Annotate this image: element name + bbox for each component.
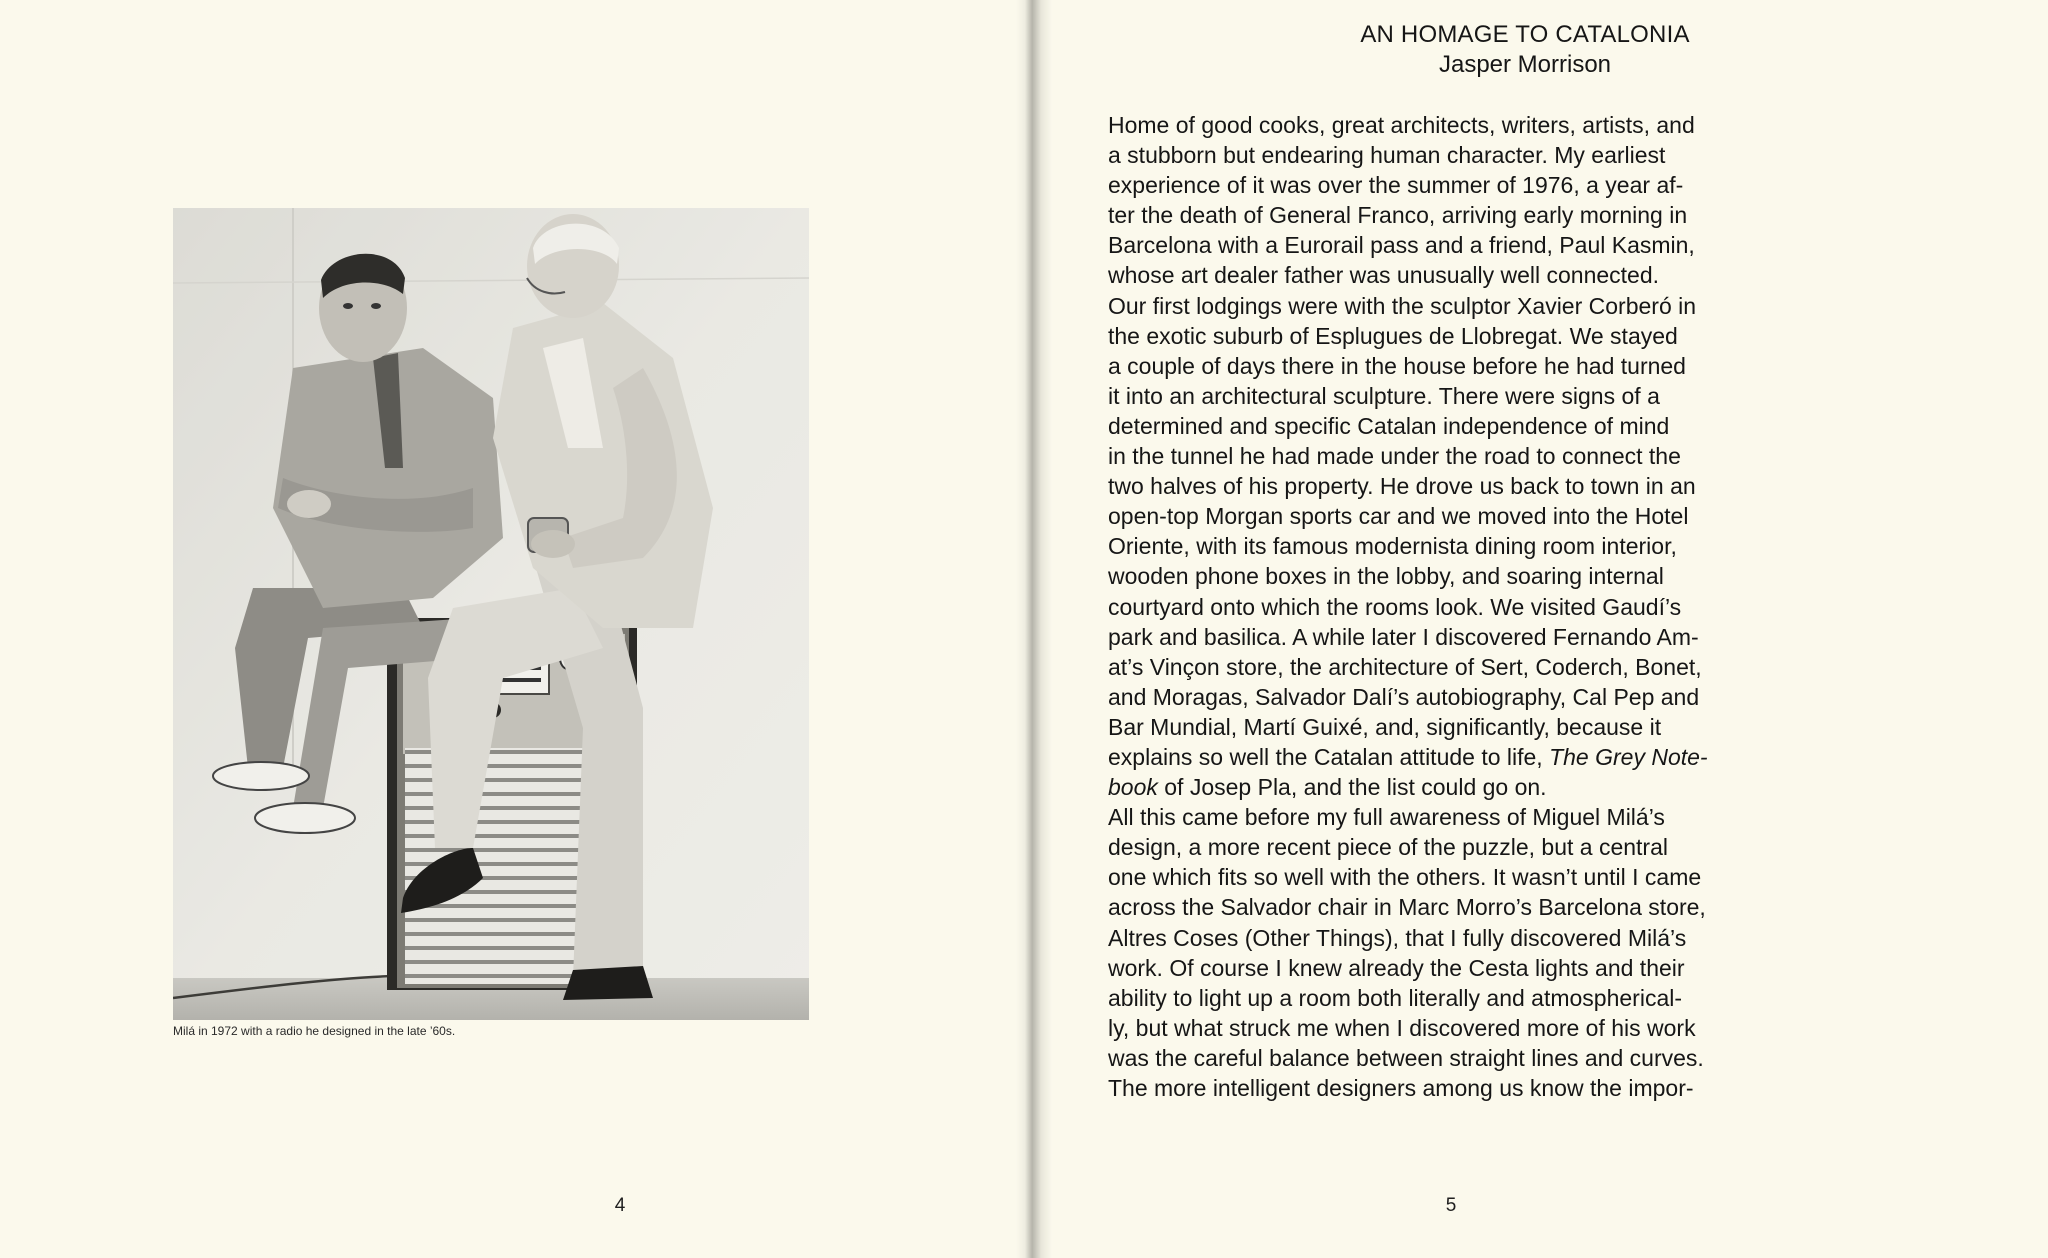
article-author: Jasper Morrison bbox=[1438, 51, 1612, 78]
body-line: Our first lodgings were with the sculptor Xavier Corberó in bbox=[1108, 292, 1697, 319]
body-line: determined and specific Catalan independence of mind bbox=[1108, 412, 1670, 439]
body-line: ter the death of General Franco, arriving early morning in bbox=[1108, 202, 1688, 229]
body-line: a couple of days there in the house before he had turned bbox=[1108, 352, 1686, 379]
body-line: Bar Mundial, Martí Guixé, and, significantly, because it bbox=[1108, 713, 1662, 740]
body-line: ly, but what struck me when I discovered more of his work bbox=[1108, 1014, 1696, 1041]
body-line: courtyard onto which the rooms look. We visited Gaudí’s bbox=[1108, 593, 1682, 620]
body-line: Oriente, with its famous modernista dining room interior, bbox=[1108, 533, 1677, 560]
book-title-italic: The Grey Note- bbox=[1549, 743, 1708, 770]
book-title-italic: book bbox=[1108, 774, 1158, 801]
body-line: across the Salvador chair in Marc Morro’s Barcelona store, bbox=[1108, 894, 1706, 921]
body-line: ability to light up a room both literally and atmospherical- bbox=[1108, 984, 1683, 1011]
body-line: whose art dealer father was unusually well connected. bbox=[1108, 262, 1660, 289]
body-line: experience of it was over the summer of 1976, a year af- bbox=[1108, 172, 1684, 199]
body-line bbox=[1108, 742, 1768, 772]
photo-caption: Milá in 1972 with a radio he designed in the late ’60s. bbox=[173, 1024, 456, 1038]
body-line: a stubborn but endearing human character. My earliest bbox=[1108, 142, 1666, 169]
page-number-left: 4 bbox=[614, 1195, 626, 1216]
body-line: wooden phone boxes in the lobby, and soaring internal bbox=[1108, 563, 1664, 590]
body-line: Barcelona with a Eurorail pass and a friend, Paul Kasmin, bbox=[1108, 232, 1695, 259]
body-line bbox=[1108, 772, 1768, 802]
body-line: work. Of course I knew already the Cesta lights and their bbox=[1108, 954, 1685, 981]
body-line: open-top Morgan sports car and we moved into the Hotel bbox=[1108, 503, 1689, 530]
page-number-right: 5 bbox=[1445, 1195, 1457, 1216]
body-line: one which fits so well with the others. It wasn’t until I came bbox=[1108, 864, 1702, 891]
body-line-text: explains so well the Catalan attitude to life, bbox=[1108, 743, 1550, 770]
body-line: it into an architectural sculpture. There were signs of a bbox=[1108, 382, 1660, 409]
body-line: design, a more recent piece of the puzzle, but a central bbox=[1108, 834, 1668, 861]
body-line: The more intelligent designers among us know the impor- bbox=[1108, 1075, 1694, 1101]
body-line: and Moragas, Salvador Dalí’s autobiography, Cal Pep and bbox=[1108, 683, 1700, 710]
body-line: two halves of his property. He drove us back to town in an bbox=[1108, 473, 1696, 500]
body-line: Home of good cooks, great architects, writers, artists, and bbox=[1108, 112, 1695, 138]
body-line: at’s Vinçon store, the architecture of Sert, Coderch, Bonet, bbox=[1108, 653, 1702, 680]
article-title: AN HOMAGE TO CATALONIA bbox=[1360, 21, 1690, 48]
body-line: park and basilica. A while later I discovered Fernando Am- bbox=[1108, 623, 1699, 650]
body-line-text: of Josep Pla, and the list could go on. bbox=[1157, 774, 1547, 801]
photo-two-men-with-radio bbox=[173, 208, 809, 1020]
article-body bbox=[1108, 110, 1768, 1103]
body-line: was the careful balance between straight lines and curves. bbox=[1108, 1044, 1704, 1071]
body-line: Altres Coses (Other Things), that I fully discovered Milá’s bbox=[1108, 924, 1687, 951]
body-line: the exotic suburb of Esplugues de Llobregat. We stayed bbox=[1108, 322, 1678, 349]
right-page bbox=[1024, 0, 2048, 1258]
body-line: in the tunnel he had made under the road to connect the bbox=[1108, 443, 1681, 470]
body-line: All this came before my full awareness of Miguel Milá’s bbox=[1108, 804, 1665, 831]
